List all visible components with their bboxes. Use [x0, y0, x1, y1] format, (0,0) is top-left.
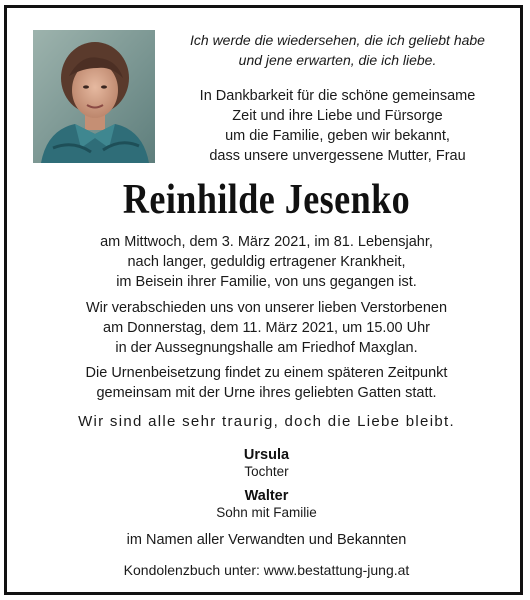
motto-line: Ich werde die wiedersehen, die ich geliebt habe — [190, 32, 485, 48]
portrait-photo — [33, 30, 155, 163]
condolence-link-text: Kondolenzbuch unter: www.bestattung-jung.at — [123, 562, 410, 578]
death-notice-line: am Mittwoch, dem 3. März 2021, im 81. Lebensjahr, — [100, 234, 433, 250]
death-notice — [7, 232, 526, 292]
urn-line: Die Urnenbeisetzung findet zu einem späteren Zeitpunkt — [85, 365, 448, 381]
farewell-line: Wir verabschieden uns von unserer lieben Verstorbenen — [85, 300, 448, 316]
closing-sentence: Wir sind alle sehr traurig, doch die Liebe bleibt. — [78, 413, 455, 430]
intro-text — [165, 86, 510, 166]
intro-line: um die Familie, geben wir bekannt, — [225, 128, 450, 144]
motto-quote — [165, 30, 510, 70]
on-behalf-line — [7, 530, 526, 550]
death-notice-line: nach langer, geduldig ertragener Krankheit, — [127, 254, 406, 270]
intro-line: dass unsere unvergessene Mutter, Frau — [209, 148, 466, 164]
farewell-line: am Donnerstag, dem 11. März 2021, um 15.00 Uhr — [103, 320, 430, 336]
on-behalf-text: im Namen aller Verwandten und Bekannten — [126, 532, 407, 548]
condolence-book — [7, 560, 526, 580]
mourner-relation: Tochter — [244, 464, 289, 479]
portrait-image — [33, 30, 155, 163]
deceased-name: Reinhilde Jesenko — [122, 177, 411, 223]
obituary-notice — [4, 5, 523, 595]
farewell-notice — [7, 298, 526, 358]
intro-line: Zeit und ihre Liebe und Fürsorge — [232, 108, 443, 124]
intro-line: In Dankbarkeit für die schöne gemeinsame — [199, 88, 476, 104]
mourner-relation: Sohn mit Familie — [216, 505, 317, 520]
death-notice-line: im Beisein ihrer Familie, von uns gegangen ist. — [116, 274, 417, 290]
motto-line: und jene erwarten, die ich liebe. — [238, 52, 437, 68]
urn-burial-notice — [7, 363, 526, 403]
urn-line: gemeinsam mit der Urne ihres geliebten Gatten statt. — [96, 385, 437, 401]
mourner-walter — [7, 487, 526, 521]
farewell-line: in der Aussegnungshalle am Friedhof Maxglan. — [115, 340, 418, 356]
mourner-name: Walter — [244, 488, 289, 504]
mourner-ursula — [7, 446, 526, 480]
mourner-name: Ursula — [243, 447, 290, 463]
